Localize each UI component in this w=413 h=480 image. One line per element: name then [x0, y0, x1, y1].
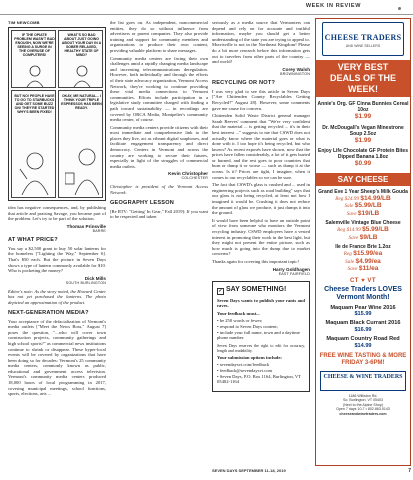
letter-text: [Re RTV: "Getting' In Gear," Fall 2019]: If you want to be respected and taken	[110, 208, 208, 220]
letter-text: Chittenden Solid Waste District general manager Sarah Reeves' comment that "We're very confident that the material ... is getting recycled ... it's in their best interest ..." suggests to me that CSWD does not actually know where the material goes or what is done with it. I too hope it's being recycled, but who knows? As recent exposés have shown, now that the prices have fallen considerably, a lot of it gets buried or burned, and the rest goes to poor countries that burn or dump it or worse — such as dump it at the ocean. Is it? Prices are tight, I imagine, when it comes to our recyclables so we can be sure.	[212, 113, 310, 180]
cheese-traders-logo	[322, 22, 404, 56]
cartoon-caption-2: WHAT'S SO BAD ABOUT JUST GOING ABOUT YOUR DAY IN A SOBER RELAXED, HEALTHY STATE OF MIND?	[61, 33, 102, 57]
logo-name: CHEESE TRADERS	[324, 33, 402, 42]
letter-author: Corey Walsh	[282, 66, 310, 72]
cheese-wine-traders-logo: CHEESE & WINE TRADERS	[320, 371, 406, 391]
cheese-traders-ad[interactable]	[315, 18, 411, 466]
editor-note: Editor's note: As the story noted, the Howard Center has not yet purchased the lanterns. The photo depicted an approximation of the product.	[8, 288, 106, 305]
letter-location: COLCHESTER	[181, 176, 208, 181]
wine-name: Maquam Pear Wine 2016	[330, 304, 396, 311]
cheese-price: $11/ea	[358, 265, 379, 272]
cartoon-panel-4	[58, 90, 103, 198]
say-cheese-banner: SAY CHEESE	[316, 173, 410, 186]
letter-location: BARRE	[92, 228, 106, 233]
deal-name: Annie's Org. GF Cinna Bunnies Cereal 10oz	[317, 101, 409, 113]
coffee-cup-icon	[65, 147, 99, 195]
column-1	[8, 20, 106, 399]
checkmark-icon: ✓	[218, 287, 223, 294]
address-line: So. Burlington, VT 05403	[342, 398, 384, 403]
letter-author: Harry Goldhagen	[272, 266, 310, 272]
cartoon-panel-1	[11, 30, 56, 88]
letter-location: BROWNINGTON	[280, 71, 310, 76]
deal-name: Dr. McDougall's Vegan Minestrone Soup 2.5oz	[322, 124, 404, 137]
cheese-hand-label: Save	[346, 210, 357, 217]
say-something-title	[217, 286, 305, 295]
letter-text: The fact that CSWD's glass is crushed and ... used in engineering projects such as road building" says that our glass is not being recycled, at least not how I imagined it would be. Crushing it does not reduce the amount of glass we produce, it just dumps it into the ground.	[212, 182, 310, 216]
cheese-price: $14.99/LB	[360, 194, 391, 202]
website-link[interactable]: cheeseandwinetraders.com	[339, 411, 387, 416]
say-something-options	[217, 362, 305, 384]
letter-text: Thanks again for covering this important topic!	[212, 258, 300, 264]
cartoon-figure-icon	[18, 151, 52, 195]
cartoon-caption-1: IF THE OPIATE PROBLEM WASN'T BAD ENOUGH, NOW WE'RE SEEING A SURGE IN THE OVERUSE OF COMPUTERS!	[14, 33, 55, 57]
letter-heading: NEXT-GENERATION MEDIA?	[8, 309, 89, 316]
hours-line: Open 7 days 10-7 • 802.863.0143	[336, 407, 390, 412]
rule-item: • include your full name, town and a daytime phone number.	[217, 330, 305, 341]
column-3	[212, 20, 310, 392]
cheese-price: $9/LB	[359, 233, 378, 241]
author-note: Christopher is president of the Vermont Access Network.	[110, 184, 208, 196]
address-line: (Next to the Alpine Shop)	[343, 402, 383, 407]
logo-tagline: AND WINE SELLERS	[345, 44, 381, 48]
footer-credit: SEVEN DAYS SEPTEMBER 11-18, 2019	[212, 468, 286, 473]
wine-price: $15.99	[354, 310, 372, 317]
say-something-rules	[217, 318, 305, 340]
cartoon-caption-3: BUT NO! PEOPLE HAVE TO GO TO STARBUCKS AND GET SOME BUZZ ON! THEY'RE STARTED WHY'S BEEN FIXED!	[14, 94, 55, 114]
wine-name: Maquam Black Currant 2016	[325, 320, 401, 327]
cheese-name: Grand Eve 1 Year Sheep's Milk Gouda	[318, 188, 408, 195]
letter-text: the list goes on. As independent, noncommercial entities, they do so without influence from advertisers or parent companies. They also provide training and support for community members and organizations to produce their own content, providing valuable platform to share messages.	[110, 20, 208, 53]
rule-item: • be 250 words or fewer;	[217, 318, 305, 324]
cheese-price: $5.99/LB	[354, 202, 382, 209]
column-2	[110, 20, 208, 222]
cheese-price: $5.99/LB	[362, 226, 389, 233]
wine-deal	[316, 336, 410, 349]
option-mail-address: • Seven Days, P.O. Box 1164, Burlington, VT 05402-1164	[217, 374, 305, 385]
free-tasting-banner: FREE WINE TASTING & MORE FRIDAY 3-6PM!	[319, 352, 407, 366]
deals-banner-line: VERY BEST	[337, 62, 389, 72]
cartoon-panel-3	[11, 90, 56, 198]
cheese-name: Ile de France Brie 1.2oz	[335, 244, 391, 250]
header-dot	[398, 7, 401, 10]
cheese-hand-label: Reg	[343, 251, 352, 257]
cartoon-credit: TIM NEWCOMB	[8, 20, 40, 25]
wine-price: $14.99	[354, 342, 372, 349]
cheese-name: Salemville Vintage Blue Cheese	[325, 220, 401, 226]
cheese-hand-label: Reg $14.99	[337, 227, 361, 233]
cheese-price: $15.99/ea	[353, 250, 383, 257]
cartoon-figure-icon	[69, 65, 95, 87]
deal-price: $1.99	[354, 113, 372, 120]
store-address	[316, 394, 410, 416]
option-link-feedback-url[interactable]: • sevendaysvt.com/feedback	[217, 362, 305, 368]
wine-deal	[316, 320, 410, 333]
letter-author: Dick Mills	[84, 275, 106, 281]
cheese-deal	[316, 220, 410, 241]
cheese-price: $4.99/ea	[355, 257, 381, 265]
page-header	[0, 0, 413, 15]
letter-text: Community media centers are facing their own challenges amid a rapidly changing media landscape and increasing telecommunications deregulation. However, both individually and through the efforts of their state advocacy organization, Vermont Access Network, they're working to continue providing these vital media connections to Vermont communities. Efforts include participation in a legislative study committee charged with finding a path toward sustainability — in recordings are covered by ORCA Media, Montpelier's community media center, of course.	[110, 55, 208, 123]
cheese-hand-label: Save	[348, 234, 359, 241]
letter-location: EAST FAIRFIELD	[278, 271, 310, 276]
cheese-hand-label: Sale	[345, 258, 355, 265]
letter-text: seriously as a media source that Vermonters can depend and rely on for accurate and truthful information, maybe you should get a better understanding of the state you are trying to appeal to. Morrisville is not in the Northeast Kingdom! Please do a bit more research before this information gets out to travelers from other parts of the country — and world!	[212, 20, 310, 65]
say-something-box	[212, 281, 310, 392]
cartoon-panel-2	[58, 30, 103, 88]
deal-price: $0.99	[354, 160, 372, 167]
cheese-deal	[316, 244, 410, 273]
deals-banner	[316, 60, 410, 97]
option-link-email[interactable]: • feedback@sevendaysvt.com	[217, 368, 305, 374]
deals-banner-line: DEALS OF THE WEEK!	[329, 73, 396, 94]
wine-name: Maquam Country Road Red	[326, 336, 400, 343]
say-something-feedback-label: Your feedback must...	[217, 310, 260, 316]
deal-price: $1.99	[354, 136, 372, 144]
cheese-price: $19/LB	[357, 209, 380, 217]
letter-text: It would have been helpful to have an outside point of view from someone who monitors the Vermont recycling industry. CSWD employees have a vested interest in promoting their work in the best light, but they might not present the entire picture, such as how much is going into the dump due to market concerns?	[212, 217, 310, 257]
cartoon	[8, 27, 106, 201]
letter-location: SOUTH BURLINGTON	[65, 280, 106, 285]
say-something-title-text: SAY SOMETHING!	[226, 285, 287, 293]
deal-name: Enjoy Life Chocolate GF Protein Bites Dipped Banana 1.8oz	[317, 148, 408, 160]
cheese-hand-label: Sale	[344, 203, 354, 209]
ct-loves-vt-label: CT ♥ VT	[349, 277, 377, 284]
letter-author: Thomas Prinsville	[66, 223, 106, 229]
letter-author: Kevin Christopher	[168, 171, 208, 177]
page-number: 7	[408, 468, 411, 474]
wine-deal	[316, 305, 410, 318]
wine-price: $16.99	[354, 326, 372, 333]
cheese-deal	[316, 189, 410, 218]
letter-text: I was very glad to see this article in Seven Days ["Are Chittenden County Recyclables Getting Recycled?" August 28]. However, some comments gave me cause for concern.	[212, 88, 310, 111]
cheese-hand-label: Reg $24.99	[335, 195, 359, 202]
letter-text: idea has negative consequences, and, by publishing that article and praising Savage, you became part of the problem. Let's try to be part of the solution.	[8, 205, 106, 222]
say-something-intro: Seven Days wants to publish your rants and raves.	[217, 297, 305, 309]
say-something-policy: Seven Days reserves the right to edit for accuracy, length and readability.	[217, 342, 305, 353]
section-label: WEEK IN REVIEW	[305, 3, 361, 9]
say-something-options-label: Your submission options include:	[217, 354, 282, 360]
letter-heading: AT WHAT PRICE?	[8, 236, 58, 243]
letter-text: Community media centers provide citizens with their most immediate and comprehensive link to the places they live, act as vibrant digital soapboxes, and facilitate engagement transparency and direct democracy. Centers in Vermont and across the country are working to secure their futures, especially in light of the struggles of commercial media outlets.	[110, 124, 208, 169]
cartoon-caption-4: OKAY, ME NATURAL... I THINK YOUR TRIPLE ESPRESSOS HAS BEEN READY.	[61, 94, 102, 110]
loves-vermont-headline: Cheese Traders LOVES Vermont Month!	[324, 285, 402, 301]
address-line: 1186 Williston Rd.	[348, 393, 378, 398]
rule-item: • respond to Seven Days content;	[217, 324, 305, 330]
letter-text: Your acceptance of the defacialization of Vermont's media outlets ["Meet the News Boss," August 7] poses the question, "...who will cover town construction projects, community gatherings and high school sports?" as commercial news institutions continue to shrink or disappear. These hyper-local events will be covered by organizations that have been doing so for decades: Vermont's 25 community media centers, commonly known as public, educational and government access television. Vermont's community media centers produced 18,000 hours of local programming in 2017, covering municipal meetings, school functions, sports, elections, arts ...	[8, 318, 106, 397]
cheese-hand-label: Save	[347, 266, 358, 272]
letter-heading: RECYCLING OR NOT?	[212, 79, 276, 86]
letter-text: You say a $2,500 grant to buy 50 solar lanterns for the homeless ["Lighting the Way," September 6]. That's $50 each. But the picture in Seven Days shows a type of lantern commonly available for $10. Who is pocketing the money?	[8, 245, 106, 274]
letter-heading: GEOGRAPHY LESSON	[110, 199, 175, 206]
cartoon-figure-icon	[22, 65, 48, 87]
